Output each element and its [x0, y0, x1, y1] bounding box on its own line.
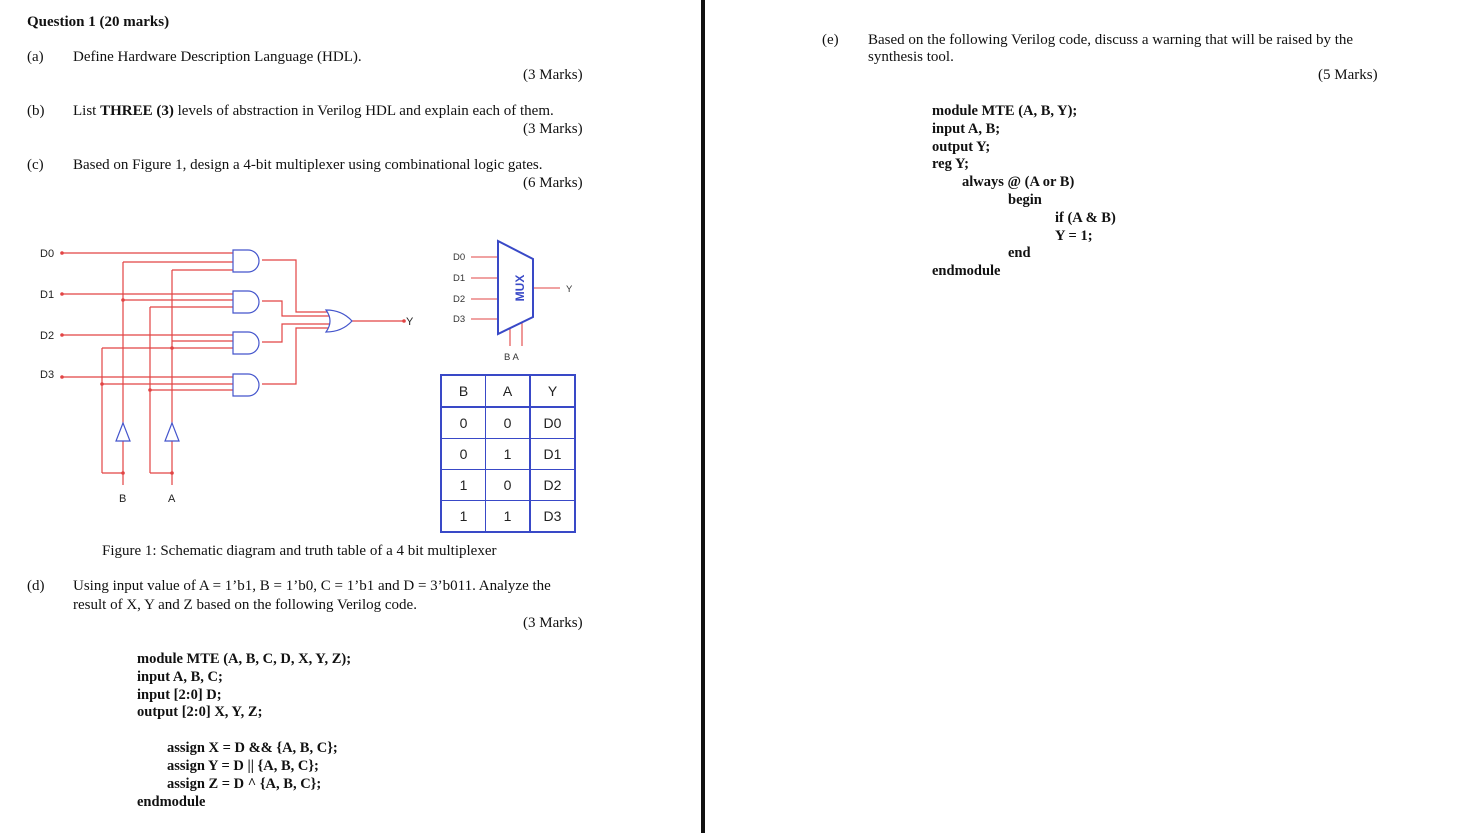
code-line: if (A & B) [1055, 209, 1116, 226]
code-block-e [932, 103, 1116, 281]
code-block-d [137, 651, 351, 811]
part-a-marks: (3 Marks) [523, 67, 583, 83]
part-b-marks: (3 Marks) [523, 121, 583, 137]
part-d-marks: (3 Marks) [523, 615, 583, 631]
code-line: module MTE (A, B, Y); [932, 103, 1078, 119]
table-row [441, 407, 575, 439]
page-divider [701, 0, 705, 833]
mux-input-label: D0 [453, 252, 466, 263]
part-b-text [73, 103, 554, 120]
table-cell: 1 [441, 470, 486, 501]
code-line: input [2:0] D; [137, 686, 222, 703]
table-cell: D0 [530, 407, 575, 439]
table-cell: D2 [530, 470, 575, 501]
part-e-text-line2: synthesis tool. [868, 49, 954, 65]
table-cell: 0 [486, 470, 531, 501]
schematic-input-label: D0 [40, 248, 55, 260]
part-e-marks: (5 Marks) [1318, 67, 1378, 83]
part-c-text: Based on Figure 1, design a 4-bit multiplexer using combinational logic gates. [73, 157, 543, 173]
code-line: Y = 1; [1055, 227, 1093, 244]
truth-table-header-cell: B [441, 375, 486, 407]
code-line: assign Y = D || {A, B, C}; [167, 757, 319, 774]
code-line: assign X = D && {A, B, C}; [167, 740, 338, 757]
part-c-marks: (6 Marks) [523, 175, 583, 191]
table-cell: 0 [441, 439, 486, 470]
schematic-input-label: D1 [40, 289, 55, 301]
table-cell: D1 [530, 439, 575, 470]
mux-input-label: D1 [453, 273, 466, 284]
mux-input-label: D3 [453, 314, 466, 325]
schematic-input-label: D3 [40, 369, 55, 381]
figure-caption: Figure 1: Schematic diagram and truth table of a 4 bit multiplexer [102, 543, 497, 559]
code-line: input A, B; [932, 120, 1001, 137]
code-line: output Y; [932, 138, 991, 155]
code-line: input A, B, C; [137, 668, 223, 685]
code-line: begin [1008, 191, 1042, 208]
part-e-label: (e) [822, 32, 839, 48]
truth-table [440, 374, 576, 533]
part-d-text-line1: Using input value of A = 1’b1, B = 1’b0, C = 1’b1 and D = 3’b011. Analyze the [73, 578, 551, 594]
part-e-text-line1: Based on the following Verilog code, discuss a warning that will be raised by the [868, 32, 1354, 48]
part-b-text-bold: THREE (3) [100, 103, 174, 119]
part-b-text-post: levels of abstraction in Verilog HDL and explain each of them. [173, 103, 554, 119]
part-c-label: (c) [27, 157, 44, 173]
table-row [441, 439, 575, 470]
code-line: reg Y; [932, 156, 969, 173]
table-cell: 1 [486, 439, 531, 470]
question-title: Question 1 (20 marks) [27, 14, 170, 30]
schematic-select-label: A [168, 493, 176, 505]
mux-input-label: D2 [453, 294, 466, 305]
part-b-text-pre: List [73, 103, 101, 119]
part-d-text-line2: result of X, Y and Z based on the following Verilog code. [73, 597, 417, 613]
part-a-label: (a) [27, 49, 44, 65]
part-d-label: (d) [27, 578, 45, 594]
mux-schematic [30, 238, 440, 510]
mux-label: MUX [513, 274, 528, 302]
table-cell: 0 [486, 407, 531, 439]
mux-symbol [448, 238, 583, 366]
code-line: endmodule [932, 263, 1001, 280]
table-cell: D3 [530, 501, 575, 533]
table-row [441, 470, 575, 501]
schematic-output-label: Y [406, 316, 414, 328]
code-line: always @ (A or B) [962, 174, 1075, 191]
truth-table-header-cell: A [486, 375, 531, 407]
schematic-select-label: B [119, 493, 127, 505]
part-b-label: (b) [27, 103, 45, 119]
table-cell: 1 [441, 501, 486, 533]
part-a-text: Define Hardware Description Language (HDL). [73, 49, 362, 65]
code-line: assign Z = D ^ {A, B, C}; [167, 775, 322, 792]
table-cell: 1 [486, 501, 531, 533]
code-line: output [2:0] X, Y, Z; [137, 704, 263, 721]
table-cell: 0 [441, 407, 486, 439]
mux-output-label: Y [566, 284, 573, 295]
code-line: end [1008, 245, 1031, 262]
mux-select-labels: B A [504, 352, 519, 363]
schematic-input-label: D2 [40, 330, 55, 342]
code-line: module MTE (A, B, C, D, X, Y, Z); [137, 651, 352, 667]
truth-table-header [441, 375, 575, 407]
code-line: endmodule [137, 793, 206, 810]
truth-table-header-cell: Y [530, 375, 575, 407]
table-row [441, 501, 575, 533]
